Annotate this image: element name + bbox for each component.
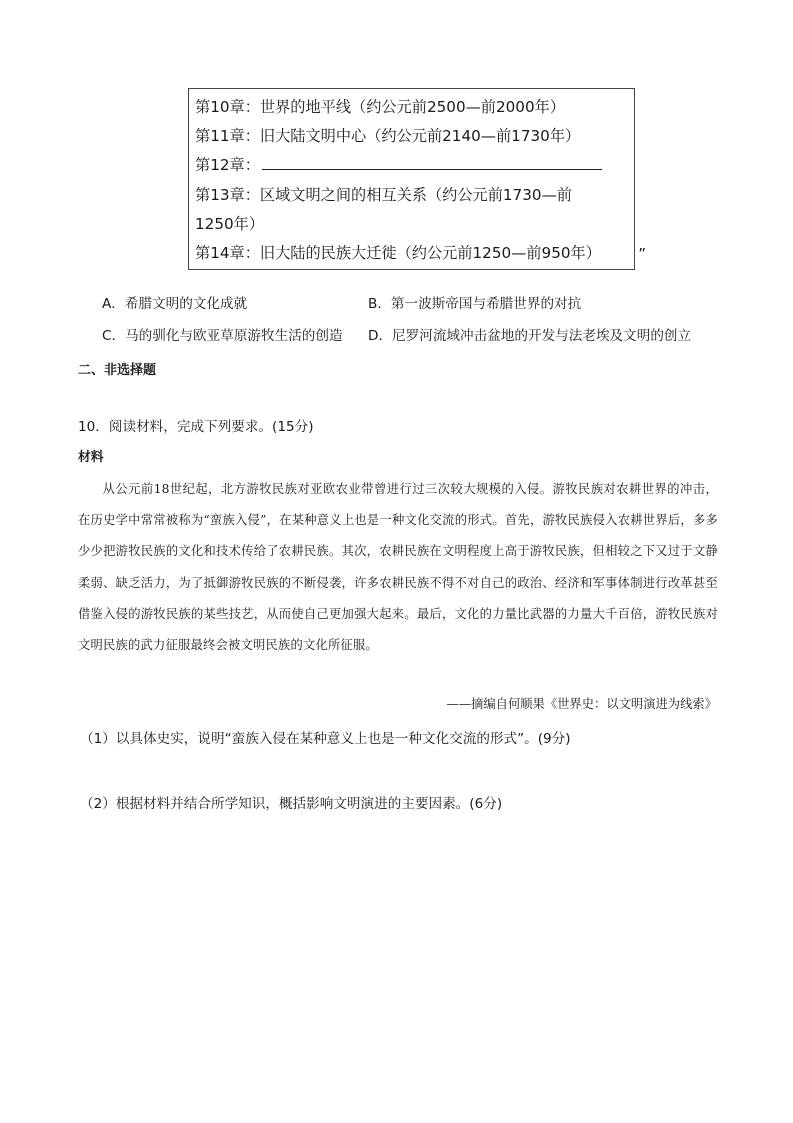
chapter-line-continued: 1250年） — [195, 214, 265, 233]
option-row — [102, 318, 742, 350]
material-text: 从公元前18世纪起，北方游牧民族对亚欧农业带曾进行过三次较大规模的入侵。游牧民族对农耕世界的冲击，在历史学中常常被称为“蛮族入侵”，在某种意义上也是一种文化交流的形式。首先，游牧民族侵入农耕世界后，多多少少把游牧民族的文化和技术传给了农耕民族。其次，农耕民族在文明程度上高于游牧民族，但相较之下又过于文静柔弱、缺乏活力，为了抵御游牧民族的不断侵袭，许多农耕民族不得不对自己的政治、经济和军事体制进行改革甚至借鉴入侵的游牧民族的某些技艺，从而使自己更加强大起来。最后，文化的力量比武器的力量大千百倍，游牧民族对文明民族的武力征服最终会被文明民族的文化所征服。 — [78, 482, 718, 653]
option-c: C．马的驯化与欧亚草原游牧生活的创造 — [102, 328, 343, 344]
section-title: 二、非选择题 — [78, 363, 157, 378]
chapter-label: 第12章： — [195, 156, 260, 175]
option-b: B．第一波斯帝国与希腊世界的对抗 — [368, 296, 582, 312]
option-a: A．希腊文明的文化成就 — [102, 296, 248, 312]
sub-question-1: （1）以具体史实，说明“蛮族入侵在某种意义上也是一种文化交流的形式”。(9分) — [80, 731, 571, 747]
closing-quote-mark: ” — [638, 245, 646, 263]
question-heading: 10．阅读材料，完成下列要求。(15分) — [78, 419, 314, 435]
chapter-line: 第10章：世界的地平线（约公元前2500—前2000年） — [195, 98, 566, 116]
chapter-line: 第14章：旧大陆的民族大迁徙（约公元前1250—前950年） — [195, 244, 601, 263]
material-label: 材料 — [78, 450, 104, 465]
sub-question-2: （2）根据材料并结合所学知识，概括影响文明演进的主要因素。(6分) — [80, 796, 503, 812]
material-source: ——摘编自何顺果《世界史：以文明演进为线索》 — [446, 697, 717, 711]
chapter-line: 第13章：区域文明之间的相互关系（约公元前1730—前 — [195, 185, 572, 204]
chapter-line: 第11章：旧大陆文明中心（约公元前2140—前1730年） — [195, 127, 581, 146]
chapter-list-box — [188, 88, 646, 270]
answer-options — [102, 286, 742, 350]
option-row — [102, 286, 742, 318]
chapter-line-blank — [195, 151, 634, 180]
fill-in-blank-line — [262, 155, 602, 170]
option-d: D．尼罗河流域冲击盆地的开发与法老埃及文明的创立 — [368, 328, 692, 344]
